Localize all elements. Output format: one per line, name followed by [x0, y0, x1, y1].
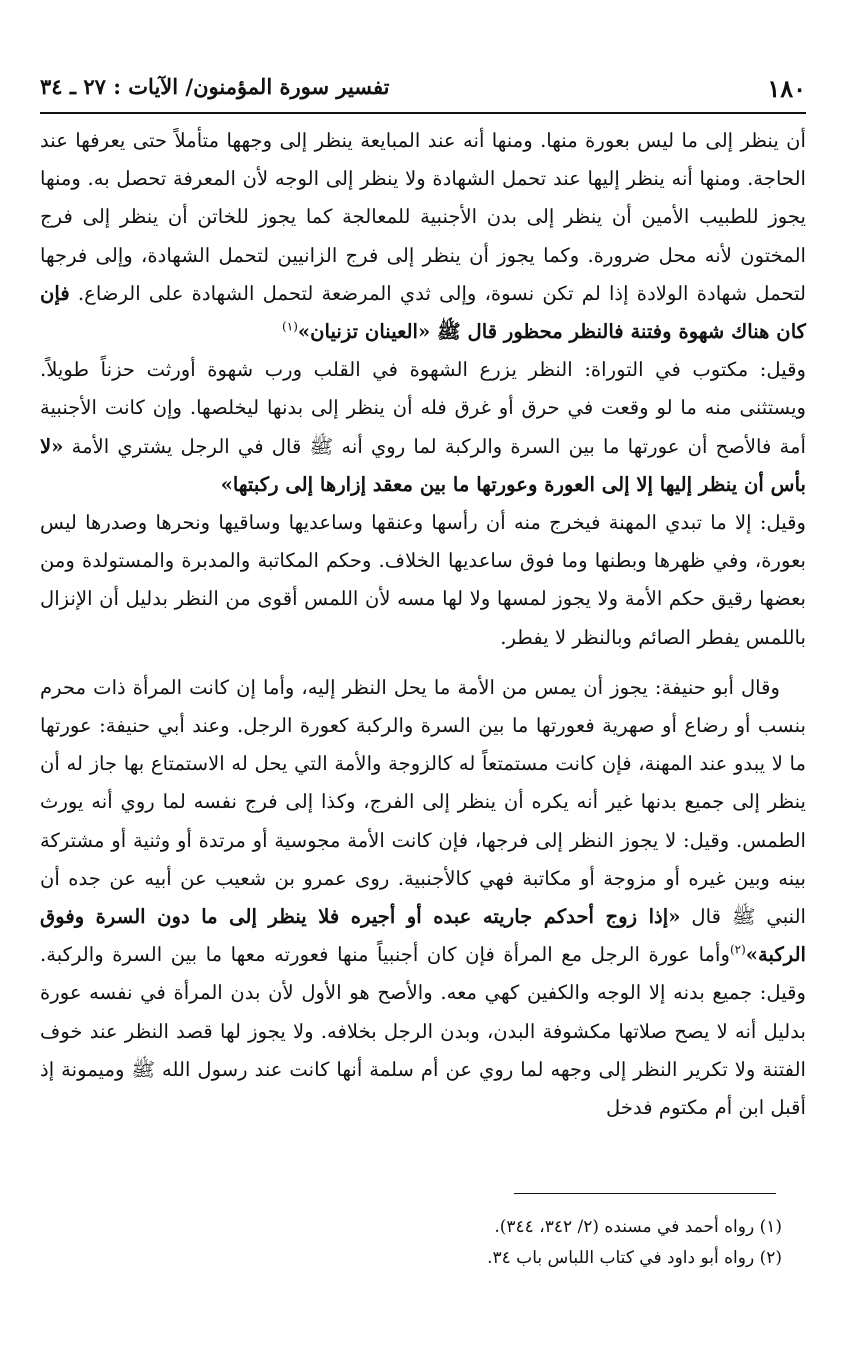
page-header — [40, 74, 806, 110]
paragraph-2 — [40, 351, 806, 504]
paragraph-2-text: وقيل: مكتوب في التوراة: النظر يزرع الشهوة في القلب ورب شهوة أورثت حزناً طويلاً. ويستثنى منه ما لو وقعت في حرق أو غرق فله أن ينظر إلى بدنها ليخلصها. وإن كانت الأجنبية أمة فالأصح أن عورتها ما بين السرة والركبة لما روي أنه ﷺ قال في الرجل يشتري الأمة — [40, 358, 806, 458]
running-title: تفسير سورة المؤمنون/ الآيات : ٢٧ ـ ٣٤ — [40, 74, 390, 99]
footnote-ref-1[interactable]: (١) — [282, 319, 298, 334]
paragraph-1-text: أن ينظر إلى ما ليس بعورة منها. ومنها أنه عند المبايعة ينظر إلى وجهها متأملاً حتى يعرفها عند الحاجة. ومنها أنه ينظر إليها عند تحمل الشهادة ولا ينظر إلى الوجه لأن المعرفة تحصل به. ومنها يجوز للطبيب الأمين أن ينظر إلى بدن الأجنبية للمعالجة كما يجوز للخاتن أن ينظر إلى فرج المختون لأنه محل ضرورة. وكما يجوز أن ينظر إلى فرج الزانيين لتحمل الشهادة، وإلى فرجها لتحمل شهادة الولادة إذا لم تكن نسوة، وإلى ثدي المرضعة لتحمل الشهادة على الرضاع. — [40, 129, 806, 305]
footnote-1: (١) رواه أحمد في مسنده (٢/ ٣٤٢، ٣٤٤). — [494, 1217, 782, 1237]
hadith-quote-3: «إذا زوج أحدكم جاريته عبده أو أجيره فلا ينظر إلى ما دون السرة وفوق الركبة» — [40, 905, 806, 967]
footnote-divider — [514, 1193, 776, 1194]
header-divider — [40, 112, 806, 114]
footnotes — [40, 1212, 782, 1274]
paragraph-1 — [40, 122, 806, 351]
paragraph-3: وقيل: إلا ما تبدي المهنة فيخرج منه أن رأسها وعنقها وساعديها وساقيها ونحرها وصدرها ليس بعورة، وفي ظهرها وبطنها وما فوق ساعديها الخلاف. وحكم المكاتبة والمدبرة والمستولدة ومن بعضها رقيق حكم الأمة ولا يجوز لمسها ولا لها مسه لأن اللمس أقوى من النظر بدليل أن الإنزال باللمس يفطر الصائم وبالنظر لا يفطر. — [40, 511, 806, 649]
footnote-2: (٢) رواه أبو داود في كتاب اللباس باب ٣٤. — [487, 1248, 782, 1268]
main-text — [40, 122, 806, 1127]
hadith-quote-1: فإن كان هناك شهوة وفتنة فالنظر محظور قال ﷺ «العينان تزنيان» — [40, 281, 806, 344]
paragraph-4-continued: وأما عورة الرجل مع المرأة فإن كان أجنبياً منها فعورته معها ما بين السرة والركبة. وقيل: جميع بدنه إلا الوجه والكفين كهي معه. والأصح هو الأول لأن بدن المرأة في نفسه عورة بدليل أنه لا يصح صلاتها مكشوفة البدن، وبدن الرجل بخلافه. ولا يجوز لها قصد النظر عند خوف الفتنة ولا تكرير النظر إلى وجهه لما روي عن أم سلمة أنها كانت عند رسول الله ﷺ وميمونة إذ أقبل ابن أم مكتوم فدخل — [40, 943, 806, 1120]
hadith-quote-2: «لا بأس أن ينظر إليها إلا إلى العورة وعورتها ما بين معقد إزارها إلى ركبتها» — [40, 434, 806, 496]
paragraph-4 — [40, 669, 806, 1127]
footnote-ref-2[interactable]: (٢) — [729, 942, 746, 957]
page-number: ١٨٠ — [767, 74, 806, 103]
paragraph-4-text: وقال أبو حنيفة: يجوز أن يمس من الأمة ما يحل النظر إليه، وأما إن كانت المرأة ذات محرم بنسب أو رضاع أو صهرية فعورتها ما بين السرة والركبة كعورة الرجل. وعند أبي حنيفة: عورتها ما لا يبدو عند المهنة، فإن كانت مستمتعاً له كالزوجة والأمة التي يحل له الاستمتاع بها جاز له أن ينظر إلى جميع بدنها غير أنه يكره أن ينظر إلى الفرج، وكذا إلى فرج نفسه لما روي أنه يورث الطمس. وقيل: لا يجوز النظر إلى فرجها، فإن كانت الأمة مجوسية أو مرتدة أو وثنية أو مشتركة بينه وبين غيره أو مزوجة أو مكاتبة فهي كالأجنبية. روى عمرو بن شعيب عن أبيه عن جده أن النبي ﷺ قال — [40, 675, 807, 929]
